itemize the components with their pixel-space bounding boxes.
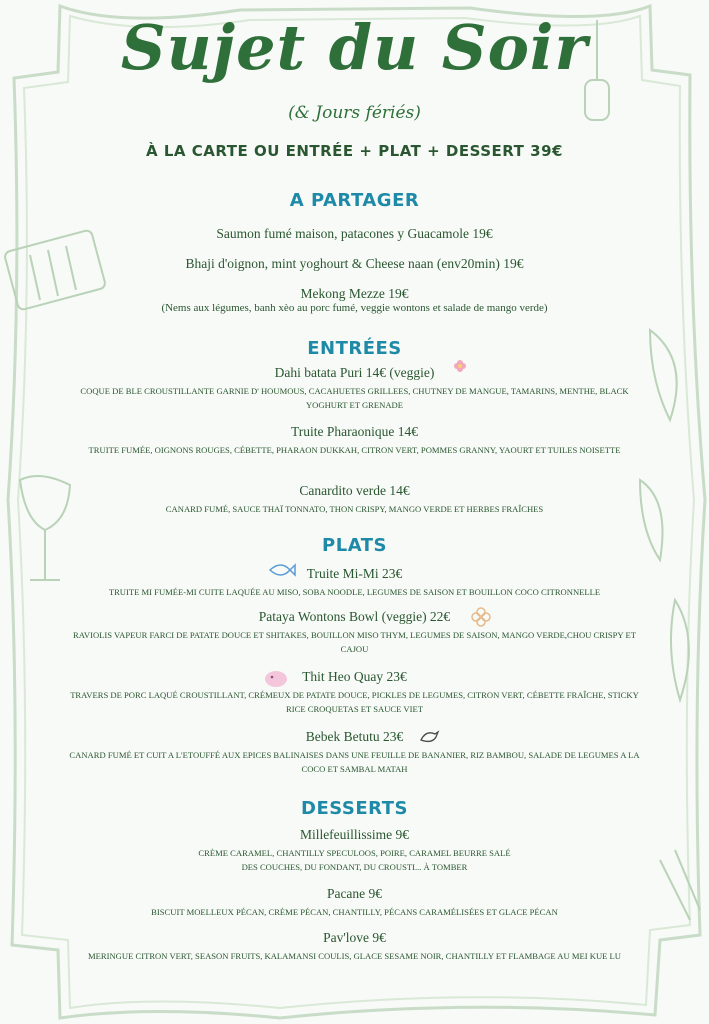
- list-item: [40, 286, 669, 314]
- dish-description: TRAVERS DE PORC LAQUÉ CROUSTILLANT, CRÉMEUX DE PATATE DOUCE, PICKLES DE LEGUMES, CITRON VERT, CÉBETTE FRAÎCHE, STICKY RICE CROQUETAS ET SAUCE VIET: [70, 690, 639, 714]
- list-item: [40, 566, 669, 599]
- dish-description: CANARD FUMÉ, SAUCE THAÏ TONNATO, THON CRISPY, MANGO VERDE ET HERBES FRAÎCHES: [165, 504, 544, 514]
- section-title: DESSERTS: [301, 798, 408, 819]
- dish-name: Bhaji d'oignon, mint yoghourt & Cheese naan (env20min) 19€: [185, 256, 524, 271]
- dish-description: TRUITE MI FUMÉE-MI CUITE LAQUÉE AU MISO, SOBA NOODLE, LEGUMES DE SAISON ET BOUILLON COCO CITRONNELLE: [108, 587, 601, 597]
- dish-description: MERINGUE CITRON VERT, SEASON FRUITS, KALAMANSI COULIS, GLACE SESAME NOIR, CHANTILLY ET FLAMBAGE AU MEI KUE LU: [87, 951, 622, 961]
- dish-name: Pacane 9€: [326, 886, 383, 901]
- list-item: [40, 424, 669, 457]
- dish-description: DES COUCHES, DU FONDANT, DU CROUSTI... À TOMBER: [241, 862, 468, 872]
- dish-description: COQUE DE BLE CROUSTILLANTE GARNIE D' HOUMOUS, CACAHUETES GRILLEES, CHUTNEY DE MANGUE, TAMARINS, MENTHE, BLACK YOGHURT ET GRENADE: [80, 386, 629, 410]
- dish-description: CRÈME CARAMEL, CHANTILLY SPECULOOS, POIRE, CARAMEL BEURRE SALÉ: [198, 848, 511, 858]
- section-title: ENTRÉES: [307, 338, 402, 359]
- dish-name: Millefeuillissime 9€: [299, 827, 410, 842]
- flower-icon: [470, 606, 492, 628]
- section-partager: [40, 190, 669, 211]
- bird-icon: [418, 726, 440, 748]
- section-title: A PARTAGER: [289, 190, 420, 211]
- dish-name: Bebek Betutu 23€: [305, 729, 404, 744]
- dish-name: Pav'love 9€: [323, 930, 386, 945]
- dish-name: Canardito verde 14€: [299, 483, 410, 498]
- list-item: [40, 483, 669, 516]
- dish-name: Truite Pharaonique 14€: [291, 424, 418, 439]
- list-item: [40, 256, 669, 272]
- list-item: [40, 365, 669, 412]
- list-item: [40, 226, 669, 242]
- dish-description: TRUITE FUMÉE, OIGNONS ROUGES, CÉBETTE, PHARAON DUKKAH, CITRON VERT, POMMES GRANNY, YAOURT ET TUILES NOISETTE: [88, 445, 621, 455]
- dish-name: Mekong Mezze 19€: [300, 286, 409, 301]
- flower-icon: [452, 358, 468, 374]
- section-title: PLATS: [322, 535, 387, 556]
- dish-description: RAVIOLIS VAPEUR FARCI DE PATATE DOUCE ET SHITAKES, BOUILLON MISO THYM, LEGUMES DE SAISON, MANGO VERDE,CHOU CRISPY ET CAJOU: [73, 630, 636, 654]
- menu-subtitle: (& Jours fériés): [288, 103, 421, 123]
- dish-description: (Nems aux légumes, banh xèo au porc fumé, veggie wontons et salade de mango verde): [161, 302, 548, 314]
- dish-name: Dahi batata Puri 14€ (veggie): [274, 365, 435, 380]
- dish-description: CANARD FUMÉ ET CUIT A L'ETOUFFÉ AUX EPICES BALINAISES DANS UNE FEUILLE DE BANANIER, RIZ BAMBOU, SALADE DE LEGUMES A LA COCO ET SAMBAL MATAH: [69, 750, 640, 774]
- list-item: [40, 930, 669, 963]
- pig-icon: [262, 666, 290, 690]
- list-item: [40, 827, 669, 874]
- list-item: [40, 886, 669, 919]
- dish-name: Pataya Wontons Bowl (veggie) 22€: [258, 609, 451, 624]
- dish-description: BISCUIT MOELLEUX PÉCAN, CRÈME PÉCAN, CHANTILLY, PÉCANS CARAMÉLISÉES ET GLACE PÉCAN: [151, 907, 558, 917]
- list-item: [40, 729, 669, 776]
- dish-name: Truite Mi-Mi 23€: [306, 566, 403, 581]
- menu-title: Sujet du Soir: [120, 11, 589, 84]
- dish-name: Thit Heo Quay 23€: [302, 669, 407, 684]
- section-desserts: [40, 798, 669, 819]
- dish-name: Saumon fumé maison, patacones y Guacamole 19€: [216, 226, 493, 241]
- fish-icon: [266, 558, 296, 582]
- section-plats: [40, 535, 669, 556]
- list-item: [40, 609, 669, 656]
- list-item: [40, 669, 669, 716]
- menu-offer: À LA CARTE OU ENTRÉE + PLAT + DESSERT 39€: [146, 142, 563, 160]
- section-entrees: [40, 338, 669, 359]
